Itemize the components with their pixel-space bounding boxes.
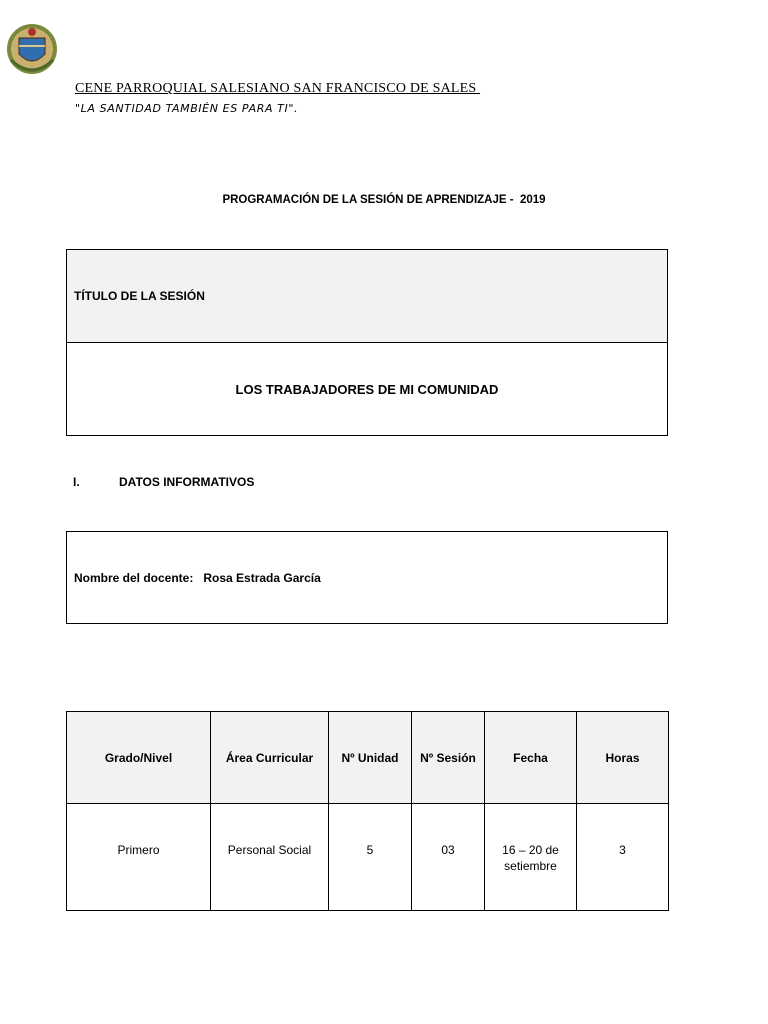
teacher-cell [67,532,668,624]
session-title-table [66,249,668,436]
school-motto: "LA SANTIDAD TAMBIÉN ES PARA TI". [75,102,299,115]
cell-horas: 3 [577,804,669,911]
cell-unidad: 5 [329,804,412,911]
school-seal-logo [5,20,59,78]
header-grado-nivel: Grado/Nivel [67,712,211,804]
header-unidad: Nº Unidad [329,712,412,804]
section-number: I. [73,475,80,489]
info-table-header-row [67,712,669,804]
teacher-name: Rosa Estrada García [203,570,321,585]
header-fecha: Fecha [485,712,577,804]
cell-area-curricular: Personal Social [211,804,329,911]
school-name: CENE PARROQUIAL SALESIANO SAN FRANCISCO DE SALES [75,81,481,96]
cell-fecha: 16 – 20 de setiembre [485,804,577,911]
info-table-row [67,804,669,911]
session-title-label: TÍTULO DE LA SESIÓN [67,250,668,343]
info-table [66,711,669,911]
session-title-value: LOS TRABAJADORES DE MI COMUNIDAD [67,343,668,436]
header-horas: Horas [577,712,669,804]
header-area-curricular: Área Curricular [211,712,329,804]
header-sesion: Nº Sesión [412,712,485,804]
cell-grado-nivel: Primero [67,804,211,911]
teacher-label: Nombre del docente: [74,570,194,585]
section-title: DATOS INFORMATIVOS [119,475,255,489]
cell-sesion: 03 [412,804,485,911]
teacher-table [66,531,668,624]
section-heading [73,475,254,489]
document-title: PROGRAMACIÓN DE LA SESIÓN DE APRENDIZAJE - 2019 [222,194,546,206]
